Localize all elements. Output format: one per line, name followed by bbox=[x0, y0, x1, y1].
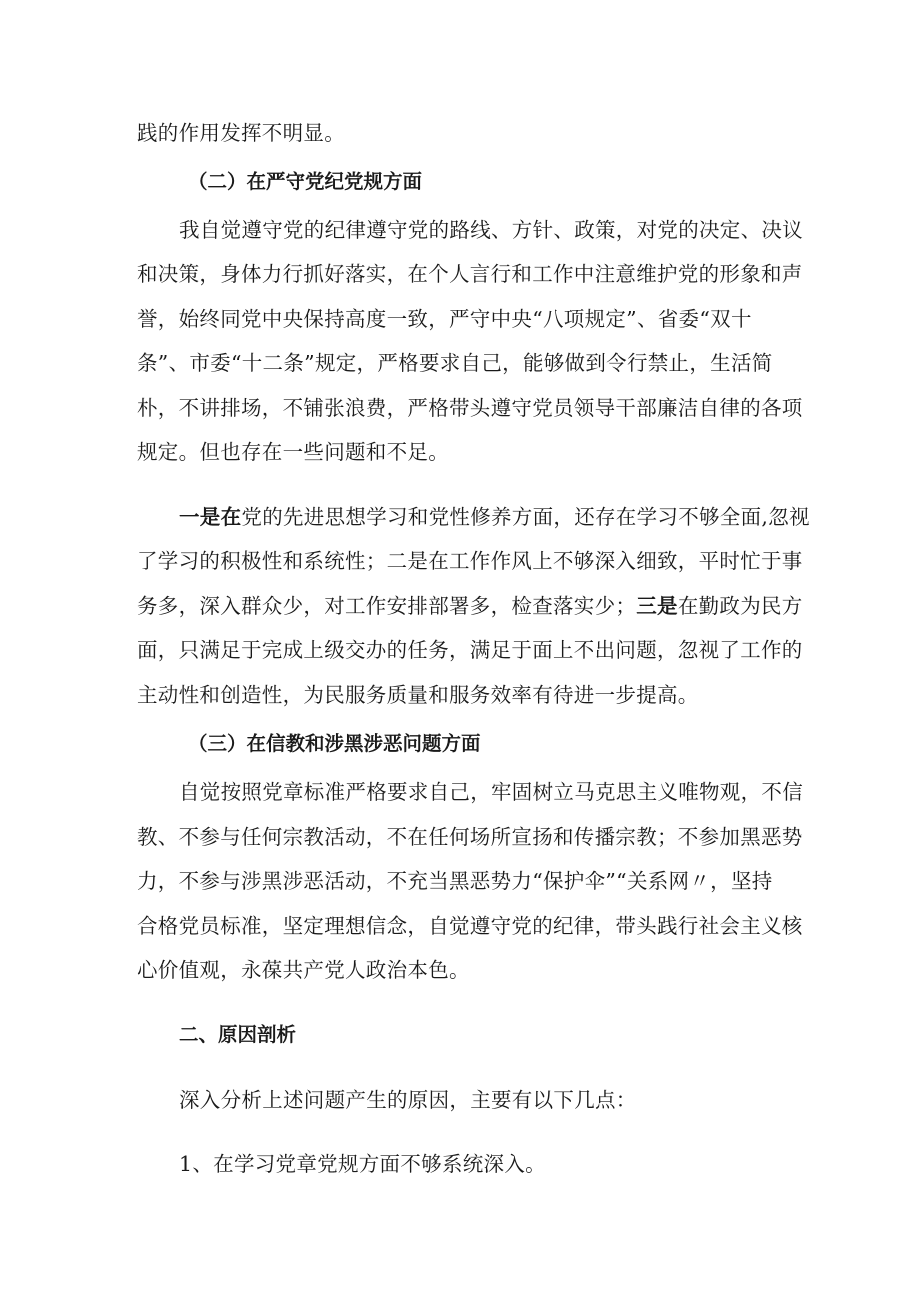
paragraph-text: 务多，深入群众少，对工作安排部署多，检查落实少； bbox=[137, 594, 637, 618]
paragraph-line: 主动性和创造性，为民服务质量和服务效率有待进一步提高。 bbox=[137, 683, 699, 707]
paragraph-line bbox=[137, 586, 803, 626]
paragraph-line: 条”、市委“十二条”规定，严格要求自己，能够做到令行禁止，生活简 bbox=[137, 351, 773, 375]
paragraph-line: 力，不参与涉黑涉恶活动，不充当黑恶势力“保护伞”“关系网〃，坚持 bbox=[137, 869, 773, 893]
paragraph-line: 心价值观，永葆共产党人政治本色。 bbox=[137, 958, 470, 982]
section-heading-2: （二）在严守党纪党规方面 bbox=[188, 170, 423, 193]
paragraph-line: 自觉按照党章标准严格要求自己，牢固树立马克思主义唯物观，不信 bbox=[179, 780, 803, 804]
paragraph-line bbox=[179, 497, 839, 537]
paragraph-line: 合格党员标准，坚定理想信念，自觉遵守党的纪律，带头践行社会主义核 bbox=[137, 914, 803, 938]
section-heading-3: （三）在信教和涉黑涉恶问题方面 bbox=[188, 732, 481, 755]
paragraph-line: 规定。但也存在一些问题和不足。 bbox=[137, 440, 449, 464]
paragraph-line: 教、不参与任何宗教活动，不在任何场所宣扬和传播宗教；不参加黑恶势 bbox=[137, 825, 803, 849]
paragraph-text: 党的先进思想学习和党性修养方面，还存在学习不够全面,忽视 bbox=[241, 505, 810, 529]
paragraph-line: 和决策，身体力行抓好落实，在个人言行和工作中注意维护党的形象和声 bbox=[137, 262, 803, 286]
paragraph-text: 在勤政为民方 bbox=[677, 594, 803, 618]
section-heading-reasons: 二、原因剖析 bbox=[179, 1023, 297, 1046]
numbered-item: 1、在学习党章党规方面不够系统深入。 bbox=[179, 1152, 546, 1176]
paragraph-line: 我自觉遵守党的纪律遵守党的路线、方针、政策，对党的决定、决议 bbox=[179, 218, 803, 242]
paragraph-line: 面，只满足于完成上级交办的任务，满足于面上不出问题，忽视了工作的 bbox=[137, 638, 803, 662]
paragraph-line: 践的作用发挥不明显。 bbox=[137, 121, 345, 145]
emphasis-text: 三是 bbox=[636, 594, 678, 618]
paragraph-line: 了学习的积极性和系统性；二是在工作作风上不够深入细致，平时忙于事 bbox=[137, 549, 803, 573]
paragraph-line: 誉，始终同党中央保持高度一致，严守中央“八项规定”、省委“双十 bbox=[137, 307, 752, 331]
paragraph-line: 深入分析上述问题产生的原因，主要有以下几点： bbox=[179, 1088, 637, 1112]
emphasis-text: 一是在 bbox=[179, 505, 242, 529]
paragraph-line: 朴，不讲排场，不铺张浪费，严格带头遵守党员领导干部廉洁自律的各项 bbox=[137, 396, 803, 420]
